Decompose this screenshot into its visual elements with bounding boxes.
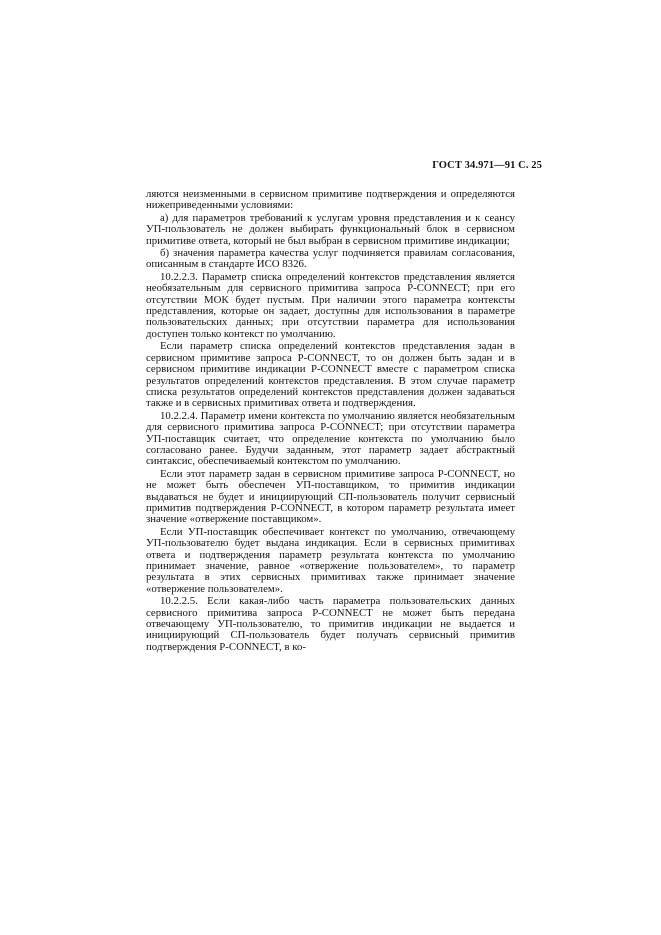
- paragraph-10-2-2-5: 10.2.2.5. Если какая-либо часть параметра пользовательских данных сервисного примитива запроса P-CONNECT не может быть передана отвечающему УП-пользователю, то примитив индикации не выдается и инициирующий СП-пользователь будет получать сервисный примитив подтверждения P-CONNECT, в ко-: [146, 595, 515, 653]
- paragraph-default-context: Если этот параметр задан в сервисном примитиве запроса P-CONNECT, но не может быть обеспечен УП-поставщиком, то примитив индикации выдаваться не будет и инициирующий СП-пользователь получит сервисный примитив подтверждения P-CONNECT, в котором параметр результата имеет значение «отвержение поставщиком».: [146, 467, 515, 526]
- paragraph-provider-indication: Если УП-поставщик обеспечивает контекст по умолчанию, отвечающему УП-пользователю будет выдана индикация. Если в сервисных примитивах ответа и подтверждения параметр результата контекста по умолчанию принимает значение, равное «отвержение пользователем», то параметр результата в этих сервисных примитивах также принимает значение «отвержение пользователем».: [146, 525, 515, 595]
- paragraph-10-2-2-3: 10.2.2.3. Параметр списка определений контекстов представления является необязательным для сервисного примитива запроса P-CONNECT; при его отсутствии МОК будет пустым. При наличии этого параметра контексты представления, которые он задает, доступны для использования в параметре пользовательских данных; при отсутствии параметра для использования доступен только контекст по умолчанию.: [146, 270, 515, 340]
- paragraph-continuation: ляются неизменными в сервисном примитиве подтверждения и определяются нижеприведенными условиями:: [146, 188, 515, 212]
- document-body: [146, 189, 515, 654]
- paragraph-item-b: б) значения параметра качества услуг подчиняется правилам согласования, описанным в стандарте ИСО 8326.: [146, 247, 515, 271]
- page-header: ГОСТ 34.971—91 С. 25: [432, 160, 542, 171]
- paragraph-item-a: а) для параметров требований к услугам уровня представления и к сеансу УП-пользователь не должен выбирать функциональный блок в сервисном примитиве ответа, который не был выбран в сервисном примитиве индикации;: [146, 211, 515, 247]
- paragraph-10-2-2-4: 10.2.2.4. Параметр имени контекста по умолчанию является необязательным для сервисного примитива запроса P-CONNECT; при отсутствии параметра УП-поставщик считает, что определение контекста по умолчанию было согласовано ранее. Будучи заданным, этот параметр задает абстрактный синтаксис, обеспечиваемый контекстом по умолчанию.: [146, 409, 515, 468]
- paragraph-context-list: Если параметр списка определений контекстов представления задан в сервисном примитиве запроса P-CONNECT, то он должен быть задан и в сервисном примитиве индикации P-CONNECT вместе с параметром списка результатов определений контекстов представления. В этом случае параметр списка результатов определений контекстов представления должен задаваться также и в сервисных примитивах ответа и подтверждения.: [146, 340, 515, 410]
